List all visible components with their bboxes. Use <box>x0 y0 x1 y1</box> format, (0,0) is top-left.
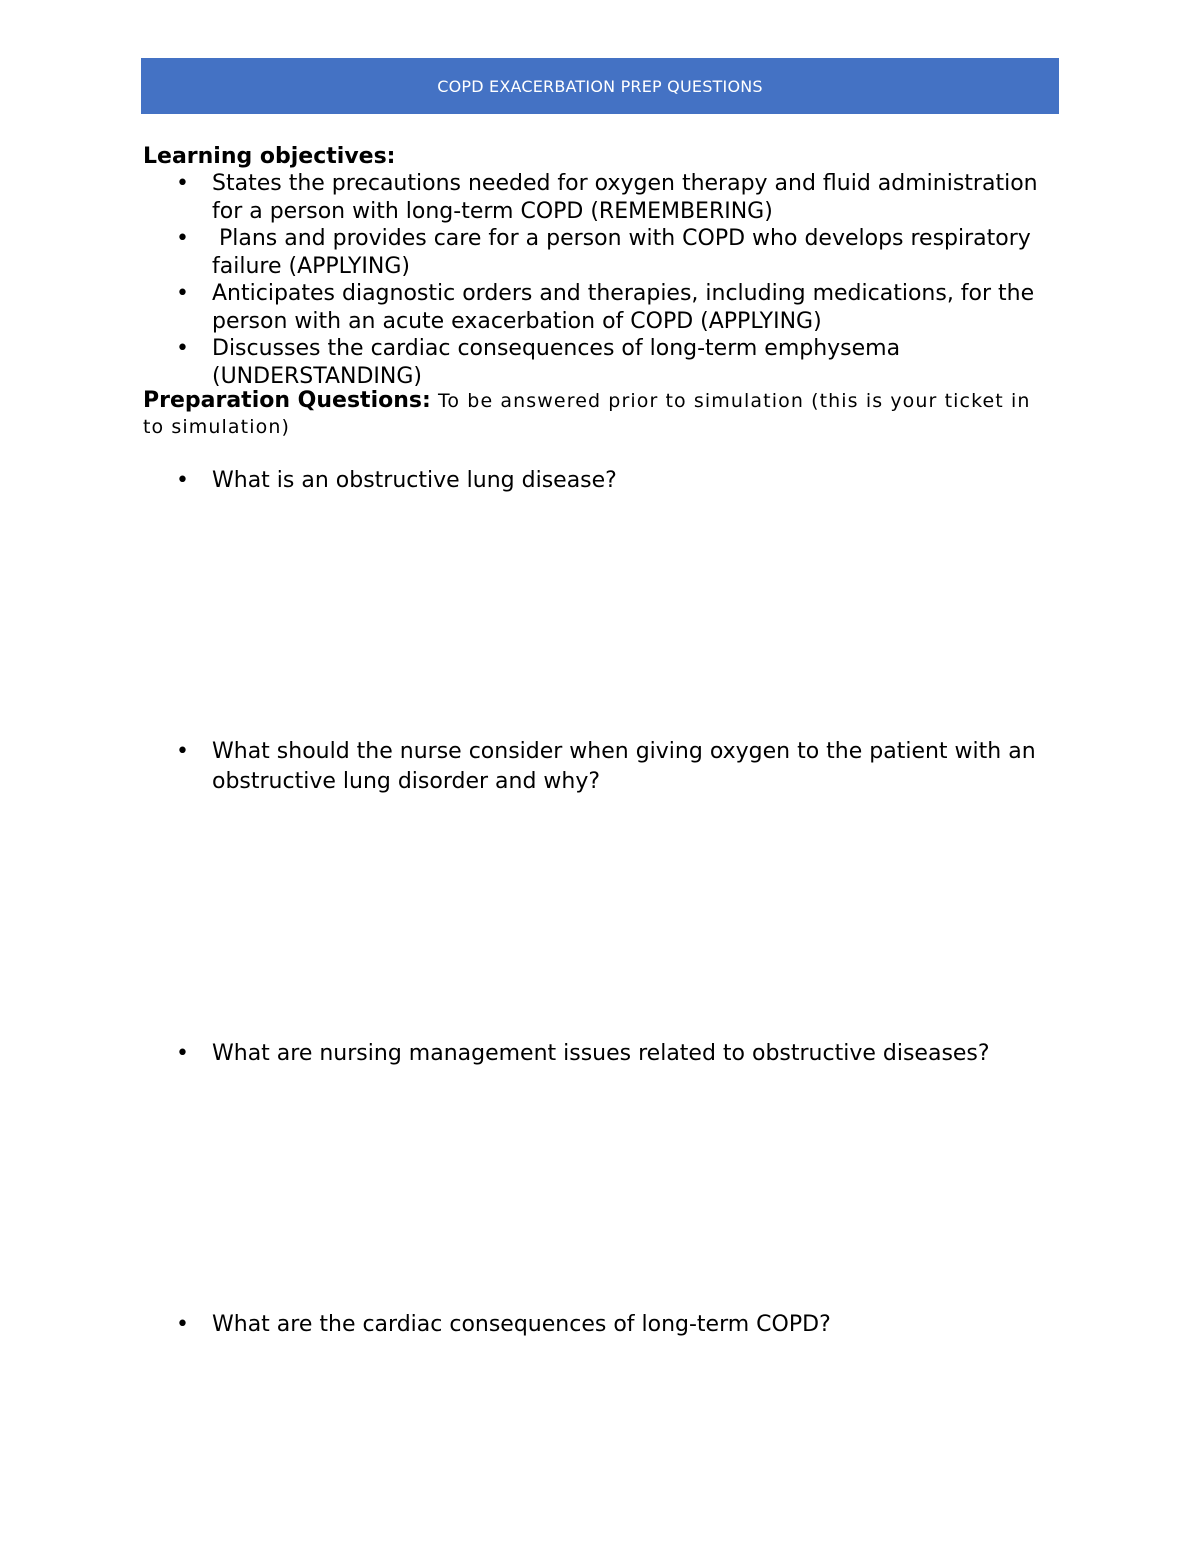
question-text: What are nursing management issues related to obstructive diseases? <box>212 1041 990 1066</box>
preparation-questions-label: Preparation Questions <box>143 388 422 413</box>
objective-text: Anticipates diagnostic orders and therapies, including medications, for the person with an acute exacerbation of COPD (APPLYING) <box>212 281 1035 334</box>
objective-item <box>143 335 1063 390</box>
objective-item <box>143 225 1063 280</box>
learning-objectives-list <box>143 170 1063 390</box>
question-text: What are the cardiac consequences of long-term COPD? <box>212 1312 831 1337</box>
document-title: COPD EXACERBATION PREP QUESTIONS <box>437 76 763 96</box>
preparation-colon: : <box>422 388 431 413</box>
preparation-questions-intro <box>143 388 1053 440</box>
bullet-icon: • <box>176 1041 189 1066</box>
question-text: What should the nurse consider when giving oxygen to the patient with an obstructive lung disorder and why? <box>212 739 1036 794</box>
question-item <box>143 466 1063 496</box>
learning-objectives-heading: Learning objectives: <box>143 144 396 169</box>
objective-item <box>143 170 1063 225</box>
bullet-icon: • <box>176 171 189 196</box>
objective-text: States the precautions needed for oxygen therapy and fluid administration for a person with long-term COPD (REMEMBERING) <box>212 171 1038 224</box>
bullet-icon: • <box>176 739 189 764</box>
bullet-icon: • <box>176 281 189 306</box>
bullet-icon: • <box>176 226 189 251</box>
question-item <box>143 1039 1063 1069</box>
bullet-icon: • <box>176 468 189 493</box>
question-item <box>143 737 1063 796</box>
bullet-icon: • <box>176 336 189 361</box>
bullet-icon: • <box>176 1312 189 1337</box>
header-banner <box>141 58 1059 114</box>
objective-text: Plans and provides care for a person with COPD who develops respiratory failure (APPLYING) <box>212 226 1038 279</box>
question-item <box>143 1310 1063 1340</box>
preparation-instructions: To be answered prior to simulation (this is your ticket in to simulation) <box>143 390 1038 438</box>
objective-item <box>143 280 1063 335</box>
question-text: What is an obstructive lung disease? <box>212 468 617 493</box>
objective-text: Discusses the cardiac consequences of long-term emphysema (UNDERSTANDING) <box>212 336 901 389</box>
